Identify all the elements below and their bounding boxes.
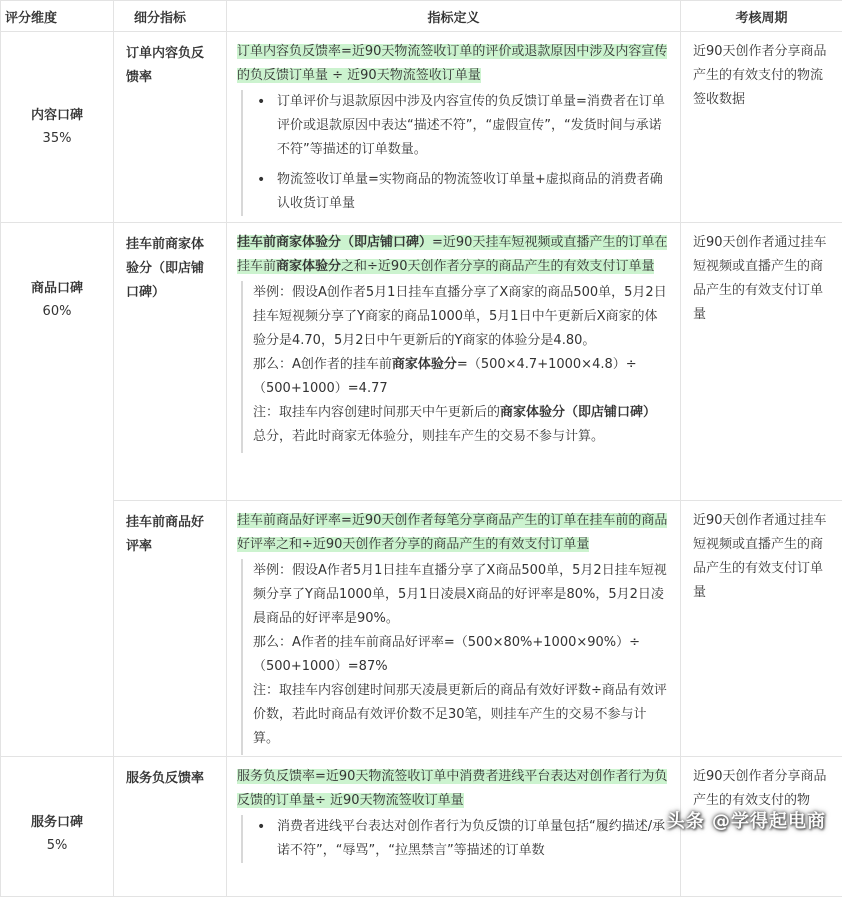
notes-list — [241, 815, 668, 863]
formula-bold: 商家体验分 — [276, 259, 341, 274]
dimension-weight: 60% — [1, 301, 113, 323]
table-row — [1, 223, 842, 501]
note-part: 注：取挂车内容创建时间那天中午更新后的 — [253, 405, 500, 420]
period-cell: 近90天创作者分享商品产生的有效支付的物 — [681, 757, 842, 897]
list-item: • 消费者进线平台表达对创作者行为负反馈的订单量包括“履约描述/承诺不符”，“辱骂”，“拉黑禁言”等描述的订单数 — [273, 815, 668, 863]
example-text: 举例：假设A创作者5月1日挂车直播分享了X商家的商品500单，5月2日挂车短视频分享了Y商家的商品1000单，5月1日中午更新后X商家的体验分是4.70，5月2日中午更新后的Y商家的体验分是4.80。 — [253, 281, 668, 353]
indicator-name: 挂车前商家体验分（即店铺口碑） — [114, 223, 227, 501]
formula-text: 服务负反馈率=近90天物流签收订单中消费者进线平台表达对创作者行为负反馈的订单量÷ 近90天物流签收订单量 — [237, 769, 667, 808]
period-cell: 近90天创作者通过挂车短视频或直播产生的商品产生的有效支付订单量 — [681, 223, 842, 501]
table-header-row — [1, 1, 842, 32]
list-item: • 物流签收订单量=实物商品的物流签收订单量+虚拟商品的消费者确认收货订单量 — [273, 168, 668, 216]
period-cell: 近90天创作者通过挂车短视频或直播产生的商品产生的有效支付订单量 — [681, 501, 842, 757]
dimension-name: 服务口碑 — [1, 811, 113, 835]
period-cell: 近90天创作者分享商品产生的有效支付的物流签收数据 — [681, 32, 842, 223]
definition-cell — [227, 32, 681, 223]
calc-part: =（500×4.7+1000×4.8）÷（500+1000）=4.77 — [253, 357, 637, 396]
formula-bold: 挂车前商家体验分（即店铺口碑） — [237, 235, 432, 250]
example-block — [241, 559, 668, 755]
note-text: 注：取挂车内容创建时间那天凌晨更新后的商品有效好评数÷商品有效评价数，若此时商品有效评价数不足30笔，则挂车产生的交易不参与计算。 — [253, 679, 668, 751]
dimension-name: 内容口碑 — [1, 104, 113, 128]
calc-text: 那么：A作者的挂车前商品好评率=（500×80%+1000×90%）÷（500+1000）=87% — [253, 631, 668, 679]
calc-part: 那么：A创作者的挂车前 — [253, 357, 392, 372]
dimension-cell — [1, 32, 114, 223]
header-period: 考核周期 — [681, 1, 842, 32]
example-block — [241, 281, 668, 453]
header-indicator: 细分指标 — [114, 1, 227, 32]
definition-cell — [227, 501, 681, 757]
note-text — [253, 401, 668, 449]
dimension-weight: 35% — [1, 128, 113, 150]
indicator-name: 服务负反馈率 — [114, 757, 227, 897]
definition-cell — [227, 757, 681, 897]
formula-text — [237, 235, 667, 274]
table-row — [1, 501, 842, 757]
dimension-cell — [1, 223, 114, 757]
calc-bold: 商家体验分 — [392, 357, 457, 372]
formula-text: 订单内容负反馈率=近90天物流签收订单的评价或退款原因中涉及内容宣传的负反馈订单量 ÷ 近90天物流签收订单量 — [237, 44, 667, 83]
header-dimension: 评分维度 — [1, 1, 114, 32]
dimension-name: 商品口碑 — [1, 277, 113, 301]
watermark: 头条 @学得起电商 — [667, 807, 826, 833]
definition-cell — [227, 223, 681, 501]
calc-text — [253, 353, 668, 401]
dimension-weight: 5% — [1, 835, 113, 857]
formula-part: =近90天挂车短视频或直播产生的订单在挂车前 — [237, 235, 667, 274]
table-row — [1, 32, 842, 223]
notes-list — [241, 90, 668, 216]
dimension-cell — [1, 757, 114, 897]
note-bold: 商家体验分（即店铺口碑） — [500, 405, 656, 420]
header-definition: 指标定义 — [227, 1, 681, 32]
example-text: 举例：假设A作者5月1日挂车直播分享了X商品500单，5月2日挂车短视频分享了Y商品1000单，5月1日凌晨X商品的好评率是80%，5月2日凌晨商品的好评率是90%。 — [253, 559, 668, 631]
indicator-name: 挂车前商品好评率 — [114, 501, 227, 757]
note-part: 总分，若此时商家无体验分，则挂车产生的交易不参与计算。 — [253, 429, 604, 444]
list-item: • 订单评价与退款原因中涉及内容宣传的负反馈订单量=消费者在订单评价或退款原因中表达“描述不符”，“虚假宣传”，“发货时间与承诺不符”等描述的订单数量。 — [273, 90, 668, 162]
formula-part: 之和÷近90天创作者分享的商品产生的有效支付订单量 — [341, 259, 654, 274]
formula-text: 挂车前商品好评率=近90天创作者每笔分享商品产生的订单在挂车前的商品好评率之和÷近90天创作者分享的商品产生的有效支付订单量 — [237, 513, 667, 552]
indicator-name: 订单内容负反馈率 — [114, 32, 227, 223]
